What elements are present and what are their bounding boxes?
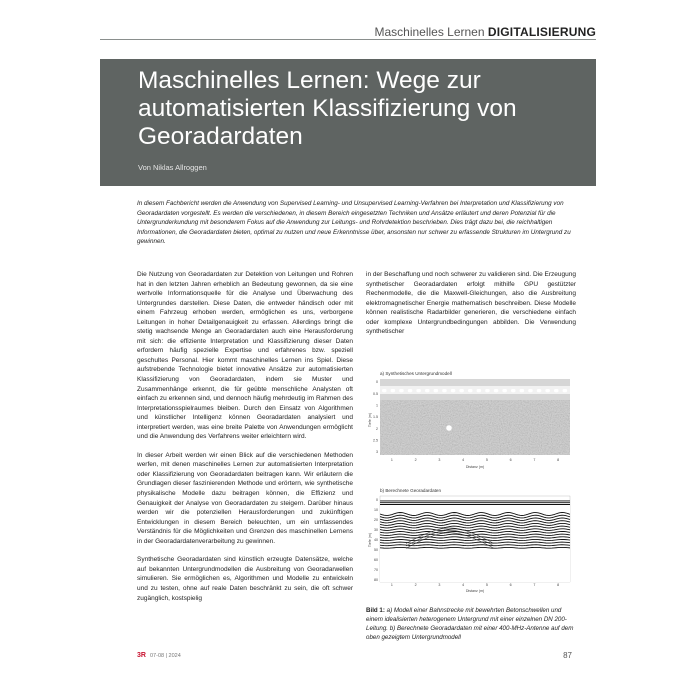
y-tick-label: 20 xyxy=(374,518,378,523)
sleeper xyxy=(563,389,568,392)
article-title: Maschinelles Lernen: Wege zur automatisierten Klassifizierung von Georadardaten xyxy=(138,67,517,150)
section-category: DIGITALISIERUNG xyxy=(487,25,596,39)
section-header xyxy=(374,25,596,39)
y-tick-label: 0 xyxy=(376,498,378,503)
sleeper xyxy=(502,389,507,392)
sleeper xyxy=(485,389,490,392)
panel-a-title: a) Synthetisches Untergrundmodell xyxy=(380,371,452,376)
x-tick-label: 7 xyxy=(533,583,536,587)
x-tick-label: 3 xyxy=(438,458,441,462)
x-tick-label: 2 xyxy=(414,583,417,587)
sleeper xyxy=(408,389,413,392)
sleeper xyxy=(416,389,421,392)
sleeper xyxy=(382,389,387,392)
sleeper xyxy=(537,389,542,392)
paragraph: In dieser Arbeit werden wir einen Blick auf die verschiedenen Methoden werfen, mit denen maschinelles Lernen zur automatisierten Interpretation oder Klassifizierung von Georadardaten beitragen kann. Wir erläutern die Grundlagen dieser faszinierenden Methode und erörtern, wie synthetische physikalische Modelle dazu beitragen können, die Effizienz und Genauigkeit der Analyse von Georadardaten zu steigern. Darüber hinaus werden wir die potenziellen Herausforderungen und zukünftigen Entwicklungen in diesem Bereich beleuchten, um ein umfassendes Verständnis für die Möglichkeiten und Grenzen des maschinellen Lernens in der Georadardatenverarbeitung zu gewinnen. xyxy=(137,451,353,545)
paragraph: Synthetische Georadardaten sind künstlich erzeugte Datensätze, welche auf bekannten Untergrundmodellen die Ausbreitung von Georadarwellen simulieren. Sie ermöglichen es, Algorithmen und Modelle zu entwickeln und zu testen, ohne auf reale Daten beschränkt zu sein, die oft schwer zugänglich, kostspielig xyxy=(137,556,353,602)
sleeper xyxy=(391,389,396,392)
figure-1 xyxy=(366,360,576,593)
x-tick-label: 6 xyxy=(509,458,512,462)
x-tick-label: 1 xyxy=(390,458,393,462)
caption-label: Bild 1: xyxy=(366,607,385,614)
panel-a-xticks xyxy=(391,458,559,462)
sleeper xyxy=(511,389,516,392)
panel-b-title: b) Berechnete Georadardaten xyxy=(380,488,442,493)
radargram xyxy=(380,496,570,582)
y-tick-label: 30 xyxy=(374,528,378,533)
sleeper xyxy=(494,389,499,392)
title-banner xyxy=(100,59,596,186)
y-tick-label: 0 xyxy=(376,380,378,385)
y-tick-label: 50 xyxy=(374,548,378,553)
panel-a-xlabel: Distanz (m) xyxy=(465,465,485,469)
y-tick-label: 1.5 xyxy=(373,415,378,420)
y-tick-label: 2.5 xyxy=(373,438,378,443)
issue-number: 07-08 | 2024 xyxy=(150,653,181,659)
x-tick-label: 8 xyxy=(557,458,560,462)
panel-b-xlabel: Distanz (m) xyxy=(465,589,485,593)
journal-logo: 3R xyxy=(137,652,146,659)
panel-a-ylabel: Tiefe (m) xyxy=(368,412,372,428)
sleeper xyxy=(477,389,482,392)
panel-b-yticks xyxy=(374,498,378,582)
caption-text: a) Modell einer Bahnstrecke mit bewehrten Betonschwellen und einem idealisierten heterogenem Untergrund mit einer einzelnen DN 200-Leitung. b) Berechnete Georadardaten mit einer 400-MHz-Antenne auf dem oben gezeigtem Untergrundmodell xyxy=(366,607,574,641)
y-tick-label: 2 xyxy=(376,426,378,431)
y-tick-label: 40 xyxy=(374,538,378,543)
body-column-right xyxy=(366,270,576,346)
x-tick-label: 5 xyxy=(485,583,488,587)
sleeper xyxy=(434,389,439,392)
y-tick-label: 80 xyxy=(374,578,378,583)
abstract: In diesem Fachbericht werden die Anwendung von Supervised Learning- und Unsupervised Learning-Verfahren bei Interpretation und Klassifizierung von Georadardaten vorgestellt. Es werden die verschiedenen, in diesem Bereich eingesetzten Techniken und Ansätze erläutert und deren Potenzial für die Untergrunderkundung mit besonderem Fokus auf die Anwendung zur Leitungs- und Rohrdetektion beschrieben. Dies trägt dazu bei, die reichhaltigen Informationen, die Georadardaten bieten, optimal zu nutzen und neue Erkenntnisse über, ansonsten nur schwer zu erfassende Strukturen im Untergrund zu gewinnen. xyxy=(137,200,571,246)
sleeper xyxy=(425,389,430,392)
body-column-left xyxy=(137,270,353,612)
x-tick-label: 6 xyxy=(509,583,512,587)
x-tick-label: 8 xyxy=(557,583,560,587)
header-rule xyxy=(100,39,596,40)
y-tick-label: 70 xyxy=(374,568,378,573)
sleeper xyxy=(545,389,550,392)
sleeper xyxy=(442,389,447,392)
sleeper xyxy=(468,389,473,392)
subsurface-model xyxy=(380,400,570,455)
y-tick-label: 1 xyxy=(376,403,378,408)
paragraph: in der Beschaffung und noch schwerer zu validieren sind. Die Erzeugung synthetischer Georadardaten erfolgt mithilfe GPU gestützter Rechenmodelle, die die Maxwell-Gleichungen, also die Ausbreitung elektromagnetischer Energie mathematisch beschreiben. Diese Modelle können realistische Radarbilder generieren, die verschiedene einfach oder komplexe Untergrundbedingungen abbilden. Die Verwendung synthetischer xyxy=(366,271,576,336)
page-number: 87 xyxy=(563,651,572,660)
x-tick-label: 3 xyxy=(438,583,441,587)
pipe-target xyxy=(446,425,452,431)
author-byline: Von Niklas Allroggen xyxy=(138,163,207,172)
sleeper xyxy=(528,389,533,392)
x-tick-label: 2 xyxy=(414,458,417,462)
sleeper xyxy=(554,389,559,392)
paragraph: Die Nutzung von Georadardaten zur Detektion von Leitungen und Rohren hat in den letzten Jahren erheblich an Bedeutung gewonnen, da sie eine wertvolle Informationsquelle für die Analyse und Überwachung des Untergrundes darstellen. Diese Daten, die entweder händisch oder mit einem Fahrzeug erhoben werden, ermöglichen es uns, verborgene Leitungen in hoher Detailgenauigkeit zu erfassen. Allerdings bringt die stetig wachsende Menge an Georadardaten auch eine Herausforderung mit sich: die effiziente Interpretation und Klassifizierung dieser Daten erfordern häufig spezielle Expertise und erfahrenes bzw. speziell geschultes Personal. Hier kommt maschinelles Lernen ins Spiel. Diese aufstrebende Technologie bietet innovative Ansätze zur automatisierten Klassifizierung von Georadardaten, indem sie Muster und Zusammenhänge erkennt, die für geübte menschliche Analysten oft einfach zu erkennen sind, und dennoch häufig mehrdeutig im Rahmen des Interpretationsspielraumes bleiben. Durch den Einsatz von Algorithmen und künstlicher Intelligenz können Georadardaten analysiert und interpretiert werden, was eine breite Palette von Anwendungen ermöglicht und die Anwendung des Verfahrens weiter erleichtern wird. xyxy=(137,271,353,441)
figure-caption xyxy=(366,606,576,642)
y-tick-label: 3 xyxy=(376,450,378,455)
sleeper xyxy=(520,389,525,392)
reflection-trace xyxy=(380,547,570,548)
y-tick-label: 60 xyxy=(374,558,378,563)
panel-a-yticks xyxy=(373,380,378,454)
sleeper xyxy=(459,389,464,392)
panel-b-xticks xyxy=(391,583,559,587)
y-tick-label: 0.5 xyxy=(373,391,378,396)
sleeper xyxy=(399,389,404,392)
x-tick-label: 4 xyxy=(462,583,465,587)
figure-graphic xyxy=(366,360,576,593)
section-name: Maschinelles Lernen xyxy=(374,25,485,39)
x-tick-label: 4 xyxy=(462,458,465,462)
x-tick-label: 1 xyxy=(390,583,393,587)
sleeper xyxy=(451,389,456,392)
y-tick-label: 10 xyxy=(374,508,378,513)
x-tick-label: 5 xyxy=(485,458,488,462)
x-tick-label: 7 xyxy=(533,458,536,462)
panel-b-ylabel: Tiefe (m) xyxy=(368,532,372,548)
